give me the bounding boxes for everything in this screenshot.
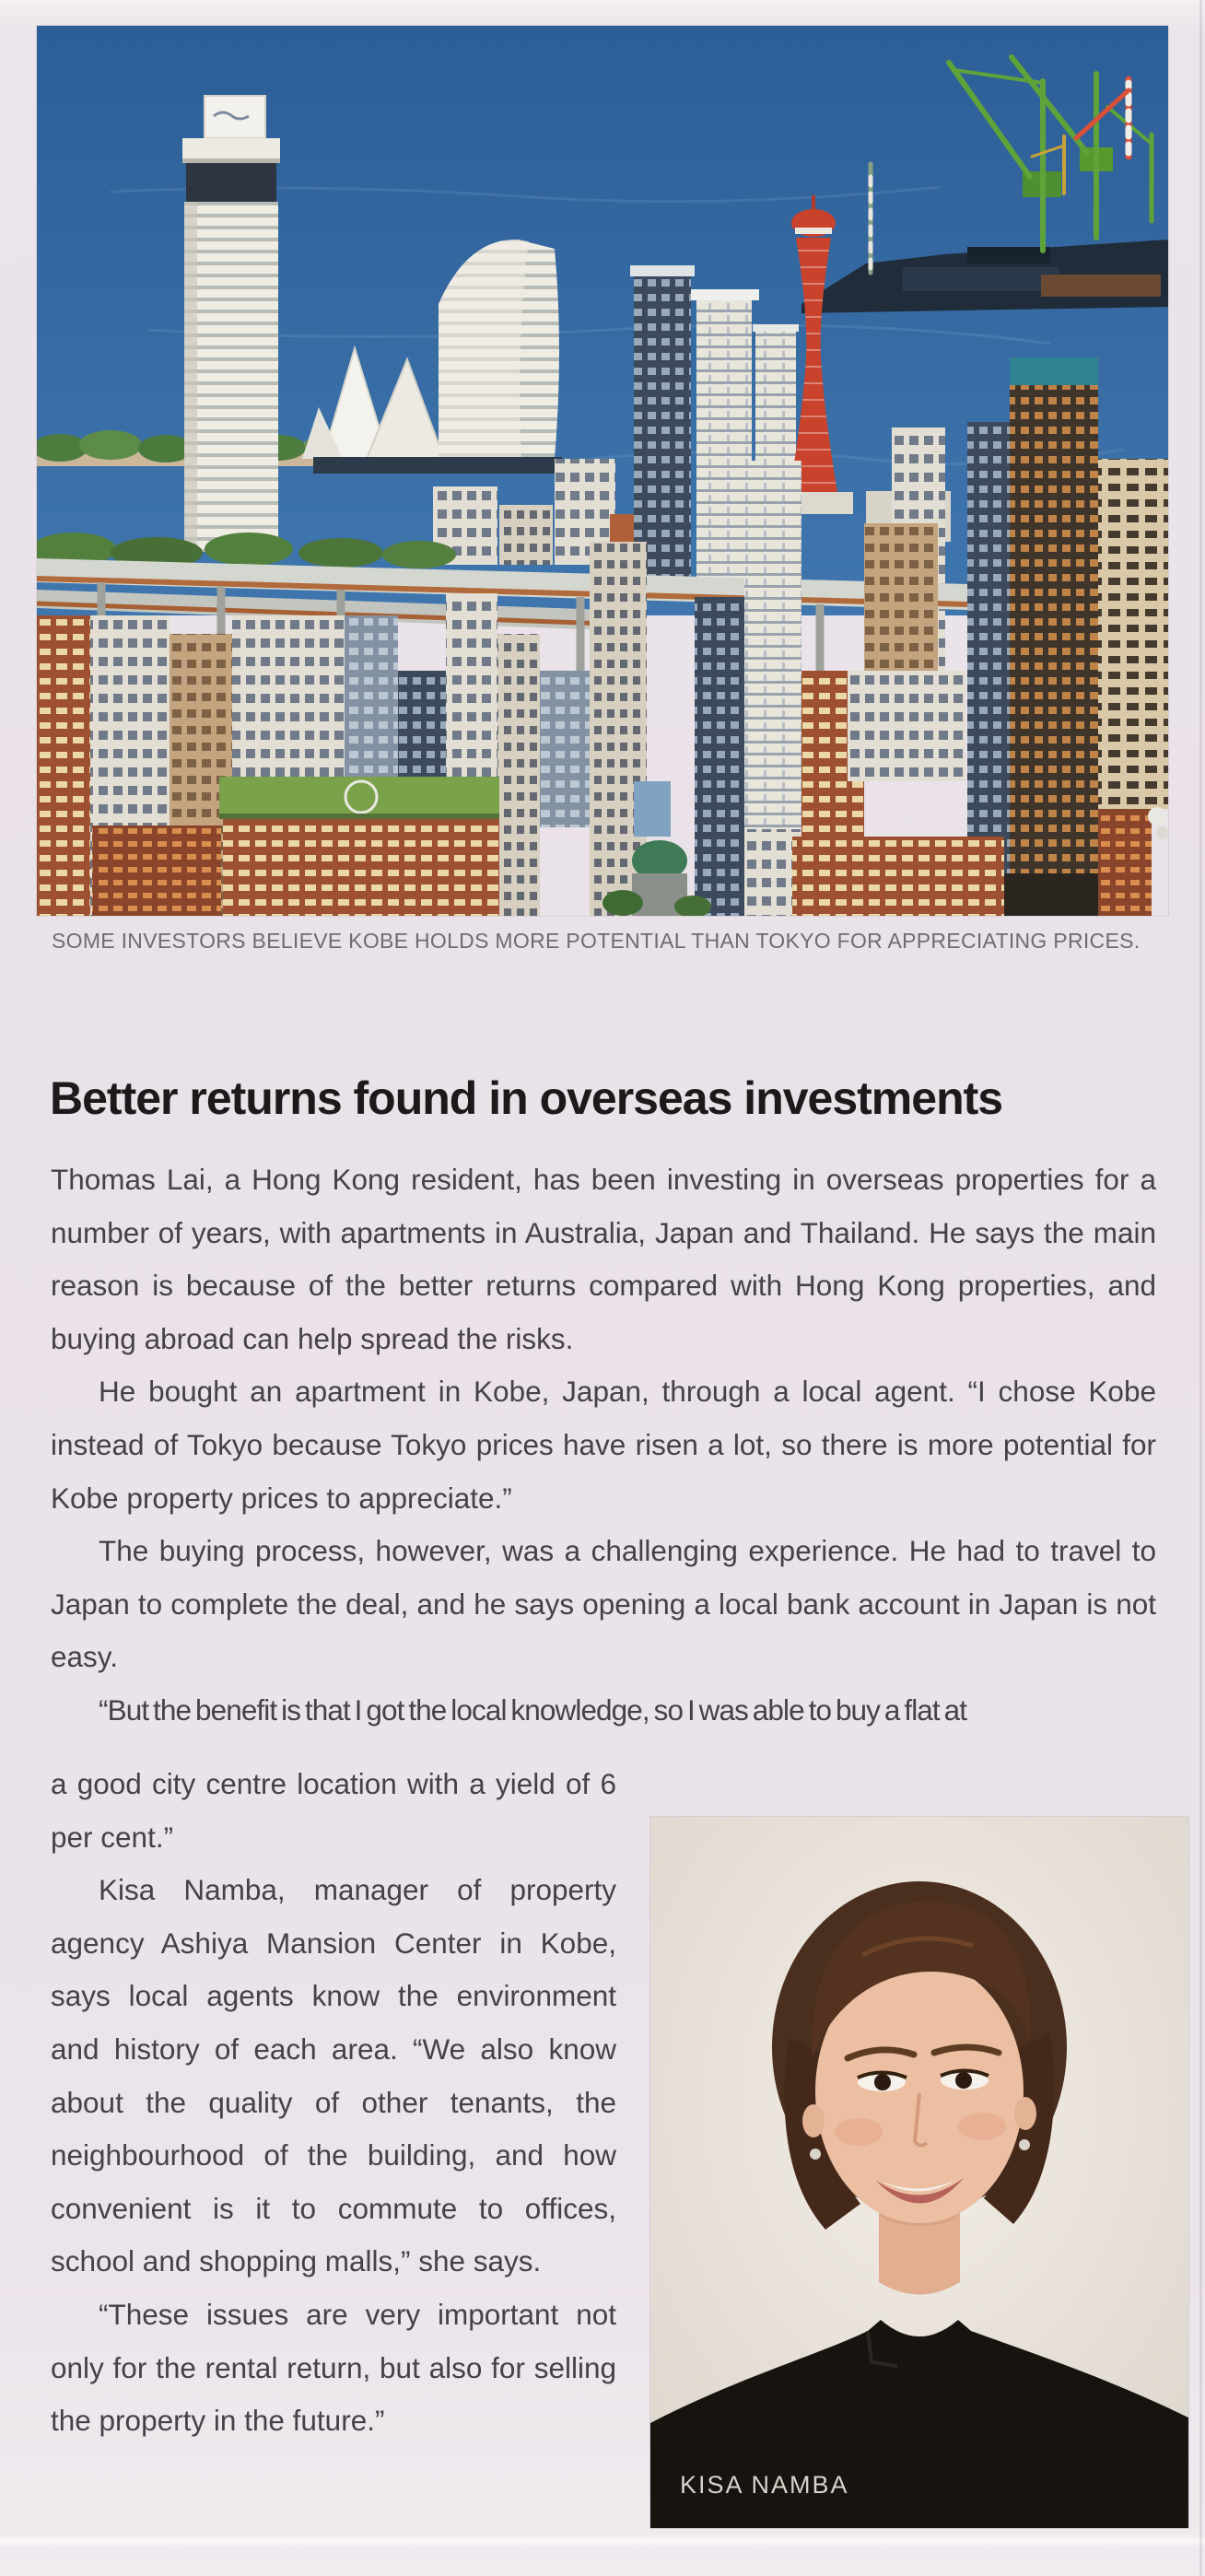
portrait-caption: KISA NAMBA: [680, 2471, 849, 2499]
paragraph: Kisa Namba, manager of property agency Ashiya Mansion Center in Kobe, says local agents know the environment and history of each area. “We also know about the quality of other tenants, the neighbourhood of the building, and how convenient is it to commute to offices, school and shopping malls,” she says.: [51, 1873, 616, 2278]
kobe-cityscape-illustration: [37, 26, 1168, 916]
article-body: [51, 1153, 1156, 1738]
paragraph: “These issues are very important not only for the rental return, but also for selling the property in the future.”: [51, 2297, 616, 2438]
paragraph: He bought an apartment in Kobe, Japan, through a local agent. “I chose Kobe instead of Tokyo because Tokyo prices have risen a lot, so there is more potential for Kobe property prices to appreciate.”: [51, 1375, 1156, 1515]
kobe-cityscape-photo: [37, 26, 1168, 916]
page-fold-band: [0, 2534, 1205, 2548]
article-body-narrow-column: [51, 1758, 616, 2448]
paragraph: a good city centre location with a yield of 6 per cent.”: [51, 1767, 616, 1854]
helipad-building: [219, 777, 499, 916]
paragraph: “But the benefit is that I got the local knowledge, so I was able to buy a flat at: [99, 1692, 967, 1727]
hero-photo-caption: SOME INVESTORS BELIEVE KOBE HOLDS MORE POTENTIAL THAN TOKYO FOR APPRECIATING PRICES.: [52, 929, 1141, 953]
paragraph: The buying process, however, was a challenging experience. He had to travel to Japan to complete the deal, and he says opening a local bank account in Japan is not easy.: [51, 1534, 1156, 1674]
kisa-namba-portrait-photo: [650, 1817, 1188, 2528]
paragraph: Thomas Lai, a Hong Kong resident, has been investing in overseas properties for a number of years, with apartments in Australia, Japan and Thailand. He says the main reason is because of the better returns compared with Hong Kong properties, and buying abroad can help spread the risks.: [51, 1163, 1156, 1355]
okura-hotel-tower: [182, 96, 280, 552]
article-headline: Better returns found in overseas investments: [50, 1071, 1003, 1124]
page-scan-edge: [1199, 0, 1202, 2576]
portrait-illustration: [650, 1817, 1188, 2528]
